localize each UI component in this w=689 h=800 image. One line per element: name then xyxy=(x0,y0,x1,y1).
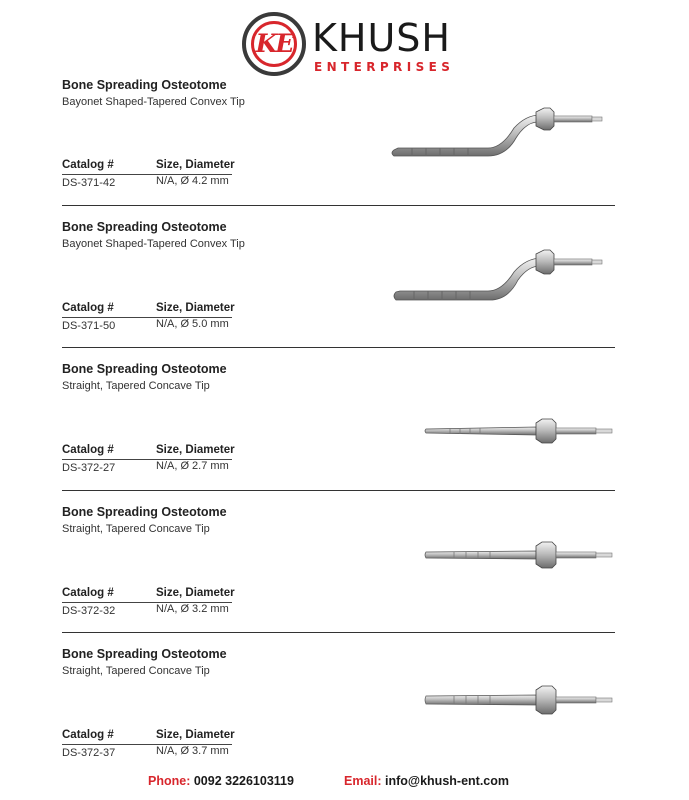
size-header: Size, Diameter xyxy=(156,729,235,741)
section-divider xyxy=(62,347,615,348)
product-subtitle: Straight, Tapered Concave Tip xyxy=(62,665,210,677)
size-diameter: N/A, Ø 4.2 mm xyxy=(156,175,229,187)
section-divider xyxy=(62,490,615,491)
catalog-header: Catalog # xyxy=(62,159,114,171)
catalog-number: DS-372-27 xyxy=(62,462,116,474)
brand-tagline: ENTERPRISES xyxy=(314,60,455,74)
section-divider xyxy=(62,205,615,206)
product-title: Bone Spreading Osteotome xyxy=(62,362,227,376)
catalog-header: Catalog # xyxy=(62,587,114,599)
catalog-header: Catalog # xyxy=(62,444,114,456)
size-diameter: N/A, Ø 5.0 mm xyxy=(156,318,229,330)
product-title: Bone Spreading Osteotome xyxy=(62,505,227,519)
product-subtitle: Straight, Tapered Concave Tip xyxy=(62,523,210,535)
straight-osteotome-image xyxy=(424,684,616,716)
straight-osteotome-image xyxy=(424,540,616,570)
product-title: Bone Spreading Osteotome xyxy=(62,647,227,661)
product-subtitle: Bayonet Shaped-Tapered Convex Tip xyxy=(62,96,245,108)
phone-label: Phone: xyxy=(148,774,191,788)
email-label: Email: xyxy=(344,774,382,788)
email-address[interactable]: info@khush-ent.com xyxy=(385,774,509,788)
catalog-number: DS-372-37 xyxy=(62,747,116,759)
catalog-number: DS-372-32 xyxy=(62,605,116,617)
footer-email xyxy=(344,774,509,788)
size-header: Size, Diameter xyxy=(156,587,235,599)
catalog-header: Catalog # xyxy=(62,729,114,741)
product-subtitle: Bayonet Shaped-Tapered Convex Tip xyxy=(62,238,245,250)
bayonet-osteotome-image xyxy=(388,98,608,168)
size-header: Size, Diameter xyxy=(156,159,235,171)
monogram-badge xyxy=(242,12,306,76)
product-title: Bone Spreading Osteotome xyxy=(62,78,227,92)
phone-number[interactable]: 0092 3226103119 xyxy=(193,774,294,788)
bayonet-osteotome-image xyxy=(390,240,610,310)
product-title: Bone Spreading Osteotome xyxy=(62,220,227,234)
product-subtitle: Straight, Tapered Concave Tip xyxy=(62,380,210,392)
catalog-header: Catalog # xyxy=(62,302,114,314)
straight-osteotome-image xyxy=(424,416,616,446)
monogram-text: KE xyxy=(255,29,293,58)
section-divider xyxy=(62,632,615,633)
size-header: Size, Diameter xyxy=(156,302,235,314)
catalog-number: DS-371-42 xyxy=(62,177,116,189)
size-diameter: N/A, Ø 3.2 mm xyxy=(156,603,229,615)
brand-logo xyxy=(242,10,455,80)
catalog-number: DS-371-50 xyxy=(62,320,116,332)
footer-phone xyxy=(148,774,294,788)
size-header: Size, Diameter xyxy=(156,444,235,456)
size-diameter: N/A, Ø 3.7 mm xyxy=(156,745,229,757)
size-diameter: N/A, Ø 2.7 mm xyxy=(156,460,229,472)
brand-name: KHUSH xyxy=(312,16,452,60)
